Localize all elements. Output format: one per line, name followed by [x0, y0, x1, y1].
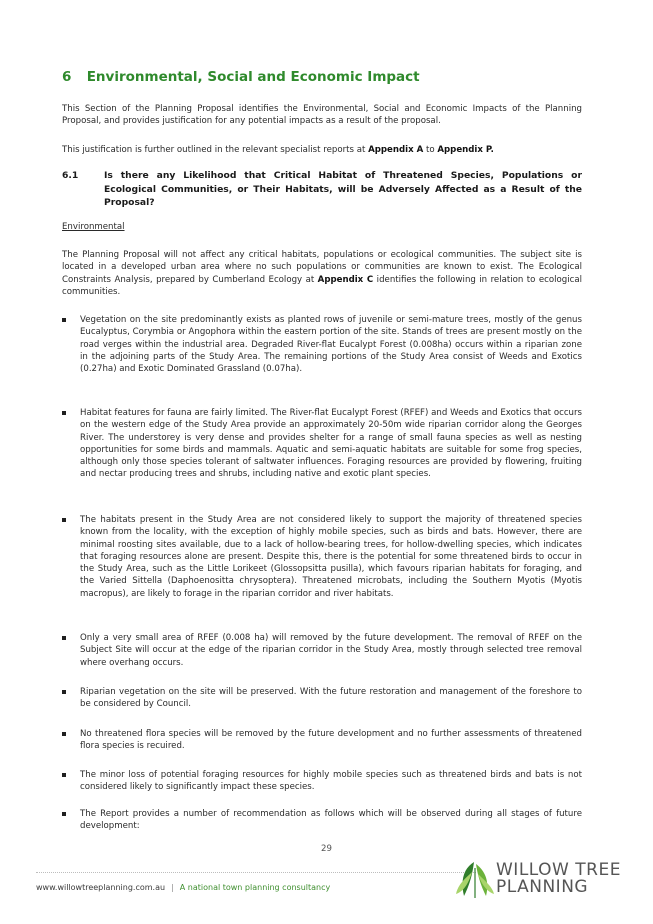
footer-separator: | [171, 883, 174, 892]
section-heading [62, 69, 420, 85]
logo-line-2: PLANNING [496, 877, 589, 897]
appendix-text-mid: to [423, 145, 438, 155]
list-item-text: Vegetation on the site predominantly exists as planted rows of juvenile or semi-mature trees, mostly of the genus Eucalyptus, Corymbia or Angophora within the eastern portion of the site. Stands of trees are present mostly on the road verges within the industrial area. Degraded River-flat Eucalypt Forest (0.008ha) occurs within a riparian zone in the adjoining parts of the Study Area. The remaining portions of the Study Area consist of Weeds and Exotics (0.27ha) and Exotic Dominated Grassland (0.07ha). [80, 315, 582, 375]
bullet-icon [62, 518, 66, 522]
list-item-text: The Report provides a number of recommendation as follows which will be observed during all stages of future development: [80, 809, 582, 832]
list-item [62, 728, 582, 753]
environmental-paragraph [62, 249, 582, 298]
footer-divider [36, 872, 476, 873]
bullet-icon [62, 812, 66, 816]
appendix-p-ref: Appendix P. [437, 145, 494, 155]
page-number: 29 [321, 844, 332, 854]
list-item-text: Habitat features for fauna are fairly limited. The River-flat Eucalypt Forest (RFEF) and Weeds and Exotics that occurs on the western edge of the Study Area provide an approximately 20-50m wide riparian corridor along the Georges River. The understorey is very dense and provides shelter for a range of small fauna species as well as nesting opportunities for some birds and mammals. Aquatic and semi-aquatic habitats are suitable for some frog species, although only those species tolerant of saltwater influences. Foraging resources are provided by flowering, fruiting and nectar producing trees and shrubs, including native and exotic plant species. [80, 408, 582, 480]
bullet-icon [62, 773, 66, 777]
environmental-label: Environmental [62, 222, 125, 232]
list-item-text: The minor loss of potential foraging resources for highly mobile species such as threatened birds and bats is not considered likely to significantly impact these species. [80, 770, 582, 793]
subsection-heading [62, 169, 582, 210]
list-item [62, 632, 582, 669]
subsection-title: Is there any Likelihood that Critical Habitat of Threatened Species, Populations or Ecological Communities, or Their Habitats, will be Adversely Affected as a Result of the Proposal? [104, 170, 582, 208]
list-item-text: Only a very small area of RFEF (0.008 ha) will removed by the future development. The removal of RFEF on the Subject Site will occur at the edge of the riparian corridor in the Study Area, mostly through selected tree removal where overhang occurs. [80, 633, 582, 668]
appendix-text: This justification is further outlined in the relevant specialist reports at [62, 145, 369, 155]
bullet-icon [62, 411, 66, 415]
appendix-paragraph [62, 144, 582, 156]
logo-wordmark [496, 862, 621, 896]
footer [36, 883, 330, 892]
bullet-icon [62, 318, 66, 322]
list-item [62, 686, 582, 711]
intro-paragraph: This Section of the Planning Proposal identifies the Environmental, Social and Economic Impacts of the Planning Proposal, and provides justification for any potential impacts as a result of the proposal. [62, 104, 582, 127]
list-item [62, 407, 582, 481]
list-item [62, 769, 582, 794]
list-item-text: The habitats present in the Study Area are not considered likely to support the majority of threatened species known from the locality, with the exception of highly mobile species, such as birds and bats. However, there are minimal roosting sites available, due to a lack of hollow-bearing trees, for hollow-dwelling species, which indicates that foraging resources alone are present. Despite this, there is the potential for some threatened birds to occur in the Study Area, such as the Little Lorikeet (Glossopsitta pusilla), which favours riparian habitats for foraging, and the Varied Sittella (Daphoenositta chrysoptera). Threatened microbats, including the Southern Myotis (Myotis macropus), are likely to forage in the riparian corridor and river habitats. [80, 515, 582, 599]
logo-line-1: WILLOW TREE [496, 860, 621, 880]
bullet-icon [62, 636, 66, 640]
appendix-c-ref: Appendix C [317, 274, 374, 285]
subsection-number: 6.1 [62, 170, 79, 181]
environmental-text: The Planning Proposal will not affect any critical habitats, populations or ecological communities. The subject site is located in a developed urban area where no such populations or communities are known to exist. The Ecological Constraints Analysis, prepared by Cumberland Ecology at [62, 250, 582, 285]
list-item-text: Riparian vegetation on the site will be preserved. With the future restoration and management of the foreshore to be considered by Council. [80, 687, 582, 710]
footer-website-link[interactable]: www.willowtreeplanning.com.au [36, 883, 166, 892]
list-item [62, 514, 582, 600]
list-item [62, 808, 582, 833]
appendix-a-ref: Appendix A [368, 145, 424, 155]
willow-tree-logo [452, 858, 627, 908]
bullet-icon [62, 690, 66, 694]
list-item [62, 314, 582, 375]
section-number: 6 [62, 69, 72, 85]
environmental-text-end: identifies the following in relation to ecological communities. [62, 274, 582, 297]
willow-tree-leaf-icon [452, 858, 496, 902]
section-title: Environmental, Social and Economic Impact [86, 69, 420, 85]
bullet-icon [62, 732, 66, 736]
footer-tagline: A national town planning consultancy [179, 883, 331, 892]
list-item-text: No threatened flora species will be removed by the future development and no further assessments of threatened flora species is recuired. [80, 729, 582, 752]
